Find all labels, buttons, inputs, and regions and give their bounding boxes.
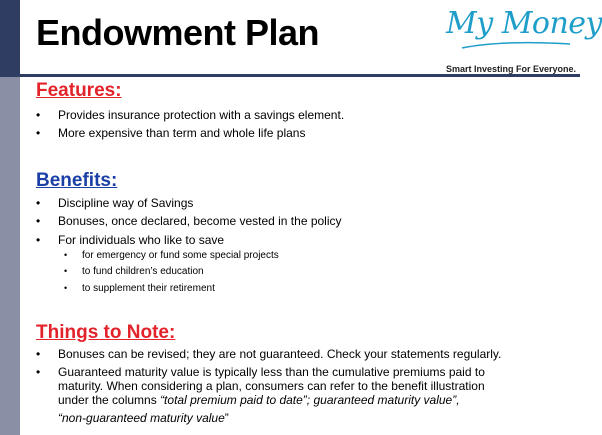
benefits-sub-item-1: for emergency or fund some special projects xyxy=(82,250,279,261)
features-item-2: More expensive than term and whole life plans xyxy=(58,126,306,140)
notes-item-2-line-3 xyxy=(58,393,485,407)
benefits-heading: Benefits: xyxy=(36,170,118,191)
notes-item-2-line-3-plain: under the columns xyxy=(58,393,161,407)
bullet-icon: • xyxy=(36,108,41,122)
benefits-item-1: Discipline way of Savings xyxy=(58,196,194,210)
notes-item-2-line-3-italic: “total premium paid to date”; guaranteed maturity value”, xyxy=(160,393,460,407)
notes-heading: Things to Note: xyxy=(36,322,176,343)
sub-bullet-icon: • xyxy=(64,266,68,276)
notes-item-2 xyxy=(58,365,485,425)
bullet-icon: • xyxy=(36,214,41,228)
notes-item-2-line-4 xyxy=(58,411,485,425)
title-divider xyxy=(20,74,580,77)
features-heading: Features: xyxy=(36,80,122,101)
benefits-sub-item-2: to fund children’s education xyxy=(82,266,204,277)
bullet-icon: • xyxy=(36,347,41,361)
benefits-sub-item-3: to supplement their retirement xyxy=(82,283,215,294)
notes-item-2-line-4-italic: “non-guaranteed maturity value xyxy=(58,411,225,425)
features-item-1: Provides insurance protection with a savings element. xyxy=(58,108,345,122)
sidebar-strip xyxy=(0,77,20,435)
logo-tagline: Smart Investing For Everyone. xyxy=(446,64,577,74)
slide-title: Endowment Plan xyxy=(36,12,320,53)
sub-bullet-icon: • xyxy=(64,250,68,260)
notes-item-2-line-2: maturity. When considering a plan, consumers can refer to the benefit illustration xyxy=(58,379,485,393)
bullet-icon: • xyxy=(36,126,41,140)
benefits-item-3: For individuals who like to save xyxy=(58,233,225,247)
notes-item-1: Bonuses can be revised; they are not guaranteed. Check your statements regularly. xyxy=(58,347,502,361)
benefits-item-2: Bonuses, once declared, become vested in the policy xyxy=(58,214,342,228)
sidebar-top-block xyxy=(0,0,20,77)
logo-swoosh-icon xyxy=(442,38,574,62)
brand-logo xyxy=(442,6,602,74)
bullet-icon: • xyxy=(36,365,41,379)
notes-item-2-line-4-plain: ” xyxy=(224,411,229,425)
logo-wordmark: My Money xyxy=(446,6,602,41)
notes-item-2-line-1: Guaranteed maturity value is typically less than the cumulative premiums paid to xyxy=(58,365,485,379)
bullet-icon: • xyxy=(36,233,41,247)
bullet-icon: • xyxy=(36,196,41,210)
sub-bullet-icon: • xyxy=(64,283,68,293)
